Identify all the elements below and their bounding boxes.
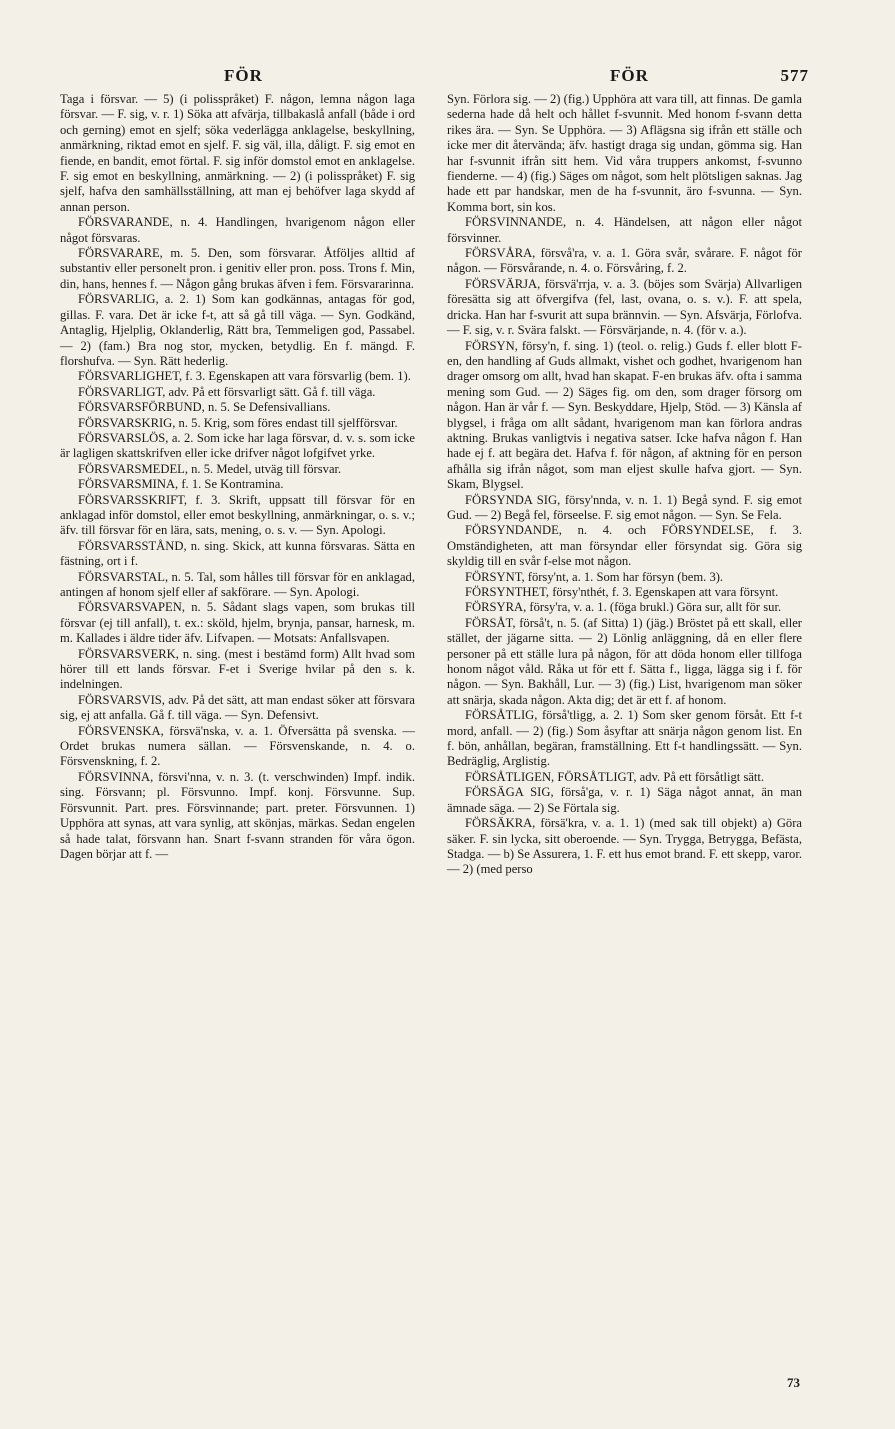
entry-paragraph: FÖRSÅTLIGEN, FÖRSÅTLIGT, adv. På ett försåtligt sätt. xyxy=(465,769,765,784)
entry-paragraph: FÖRSYNT, försy'nt, a. 1. Som har försyn (bem. 3). xyxy=(465,569,724,584)
entry-paragraph: Syn. Förlora sig. — 2) (fig.) Upphöra att vara till, att finnas. De gamla sederna hade då helt och hållet f-svunnit. Med honom f-svann detta rikes ära. — Syn. Se Upphöra. — 3) Aflägsna sig ifrån ett ställe och icke mer dit återvända; äfv. hastigt draga sig undan, gömma sig. Han har f-svunnit ifrån sitt hem. Vid våra truppers ankomst, f-svunno fienderne. — 4) (fig.) Säges om något, som helt plötsligen saknas. Jag hade ett par handskar, men de ha f-svunnit, äro f-svunna. — Syn. Komma bort, sin kos. xyxy=(447,92,802,214)
entry-paragraph: FÖRSVARSVERK, n. sing. (mest i bestämd form) Allt hvad som hörer till ett lands försvar. F-et i Sverige hvilar på den s. k. indelningen. xyxy=(60,646,415,692)
entry-paragraph: FÖRSVARARE, m. 5. Den, som försvarar. Åtföljes alltid af substantiv eller personelt pron. i genitiv eller pron. poss. Trons f. Min, din, hans, hennes f. — Någon gång brukas äfven i fem. Försvararinna. xyxy=(60,246,415,291)
entry-paragraph: FÖRSVARLIGT, adv. På ett försvarligt sätt. Gå f. till väga. xyxy=(78,384,376,399)
running-head-left: FÖR xyxy=(224,66,263,85)
entry-paragraph: FÖRSÅTLIG, förså'tligg, a. 2. 1) Som sker genom försåt. Ett f-t mord, anfall. — 2) (fig.) Som åsyftar att snärja någon genom list. En f. bön, anhållan, begäran, framställning. Ett f-t handlingssätt. — Syn. Bedräglig, Arglistig. xyxy=(447,708,802,769)
entry-paragraph: FÖRSVARANDE, n. 4. Handlingen, hvarigenom någon eller något försvaras. xyxy=(60,215,415,245)
entry-paragraph: FÖRSYRA, försy'ra, v. a. 1. (föga brukl.) Göra sur, allt för sur. xyxy=(465,600,782,615)
entry-paragraph: FÖRSVÅRA, försvå'ra, v. a. 1. Göra svår, svårare. F. något för någon. — Försvårande, n. 4. o. Försvåring, f. 2. xyxy=(447,246,802,276)
entry-paragraph: FÖRSVENSKA, försvä'nska, v. a. 1. Öfversätta på svenska. — Ordet brukas numera sällan. — Försvenskande, n. 4. o. Försvenskning, f. 2. xyxy=(60,723,415,769)
entry-paragraph: FÖRSVINNANDE, n. 4. Händelsen, att någon eller något försvinner. xyxy=(447,215,802,245)
entry-paragraph: FÖRSYN, försy'n, f. sing. 1) (teol. o. relig.) Guds f. eller blott F-en, den handling af Guds allmakt, vishet och godhet, hvarigenom han drager omsorg om allt, hvad han skapat. F-en brukas äfv. ofta i samma mening som Gud. — 2) Säges fig. om den, som drager försorg om någon. Han är vår f. — Syn. Beskyddare, Hjelp, Stöd. — 3) Känsla af blygsel, i fråga om allt sådant, hvarigenom man kan förlora andras aktning. Brukas vanligtvis i negativa satser. Icke hafva någon f. Han hade ej f. att begära det. Hafva f. för någon, af aktning för en person afhålla sig ifrån något, som man eljest skulle hafva gjort. — Syn. Skam, Blygsel. xyxy=(447,338,802,492)
entry-paragraph: FÖRSVARSVAPEN, n. 5. Sådant slags vapen, som brukas till försvar (ej till anfall), t. ex.: sköld, hjelm, brynja, pansar, harnesk, m. m. Kallades i äldre tider äfv. Lifvapen. — Motsats: Anfallsvapen. xyxy=(60,600,415,646)
entry-paragraph: FÖRSYNTHET, försy'nthét, f. 3. Egenskapen att vara försynt. xyxy=(465,585,779,599)
entry-paragraph: FÖRSVINNA, försvi'nna, v. n. 3. (t. verschwinden) Impf. indik. sing. Försvann; pl. Försvunno. Impf. konj. Försvunne. Sup. Försvunnit. Part. pres. Försvinnande; part. preter. Försvunnen. 1) Upphöra att synas, att vara synlig, att skönjas, märkas. Sedan engelen så hade talat, försvann han. Snart f-svann stranden för våra ögon. Dagen börjar att f. — xyxy=(60,769,415,861)
entry-paragraph: FÖRSYNDA SIG, försy'nnda, v. n. 1. 1) Begå synd. F. sig emot Gud. — 2) Begå fel, förseelse. F. sig emot någon. — Syn. Se Fela. xyxy=(447,492,802,522)
entry-paragraph: FÖRSVARLIGHET, f. 3. Egenskapen att vara försvarlig (bem. 1). xyxy=(78,369,411,384)
entry-paragraph: FÖRSVARSVIS, adv. På det sätt, att man endast söker att försvara sig, ej att anfalla. Gå f. till väga. — Syn. Defensivt. xyxy=(60,692,415,723)
entry-paragraph: FÖRSVARLIG, a. 2. 1) Som kan godkännas, antagas för god, gillas. F. vara. Det är icke f-t, att så gå till väga. — Syn. Godkänd, Antaglig, Hjelplig, Oklanderlig, Rätt bra, Temmeligen god, Passabel. — 2) (fam.) Bra nog stor, mycken, betydlig. En f. mängd. F. florshufva. — Syn. Rätt hederlig. xyxy=(60,292,415,368)
entry-paragraph: FÖRSYNDANDE, n. 4. och FÖRSYNDELSE, f. 3. Omständigheten, att man försyndar eller försyndat sig. Göra sig skyldig till en svår f-else mot någon. xyxy=(447,523,802,569)
entry-paragraph: FÖRSÄGA SIG, förså'ga, v. r. 1) Säga något annat, än man ämnade säga. — 2) Se Förtala sig. xyxy=(447,785,802,815)
left-column xyxy=(60,92,415,862)
entry-paragraph: FÖRSÅT, förså't, n. 5. (af Sitta) 1) (jäg.) Bröstet på ett skall, eller stället, der jägarne sitta. — 2) Lönlig anläggning, då en eller flere personer på ett ställe lura på någon, för att döda honom eller tillfoga honom något våld. Råka ut för ett f. Sätta f., ligga, lägga sig i f. för någon. — Syn. Bakhåll, Lur. — 3) (fig.) List, hvarigenom man söker att snärja, skada någon. Akta dig; det är ett f. af honom. xyxy=(447,615,802,707)
entry-paragraph: FÖRSVARSSKRIFT, f. 3. Skrift, uppsatt till försvar för en anklagad inför domstol, eller emot beskyllning, anmärkningar, o. s. v.; äfv. till försvar för en lära, sats, mening, o. s. v. — Syn. Apologi. xyxy=(60,492,415,538)
entry-paragraph: FÖRSVARSKRIG, n. 5. Krig, som föres endast till sjelfförsvar. xyxy=(78,415,398,430)
signature-mark: 73 xyxy=(787,1375,800,1390)
entry-paragraph: FÖRSVARSMINA, f. 1. Se Kontramina. xyxy=(78,477,284,492)
entry-paragraph: FÖRSVARSLÖS, a. 2. Som icke har laga försvar, d. v. s. som icke är lagligen skattskrifven eller icke drifver något lofgifvet yrke. xyxy=(60,430,415,461)
right-column xyxy=(447,92,802,878)
entry-paragraph: FÖRSÄKRA, försä'kra, v. a. 1. 1) (med sak till objekt) a) Göra säker. F. sin lycka, sitt oberoende. — Syn. Trygga, Betrygga, Befästa, Stadga. — b) Se Assurera, 1. F. ett hus emot brand. F. ett skepp, varor. — 2) (med perso xyxy=(447,816,802,877)
entry-paragraph: FÖRSVARSTAL, n. 5. Tal, som hålles till försvar för en anklagad, antingen af honom sjelf eller af sakförare. — Syn. Apologi. xyxy=(60,569,415,599)
entry-paragraph: FÖRSVÄRJA, försvä'rrja, v. a. 3. (böjes som Svärja) Allvarligen föresätta sig att öfvergifva (fel, last, ovana, o. s. v.). F. att spela, dricka. Han har f-svurit att supa brännvin. — Syn. Afsvärja, Förlofva. — F. sig, v. r. Svära falskt. — Försvärjande, n. 4. (för v. a.). xyxy=(447,276,802,338)
entry-paragraph: Taga i försvar. — 5) (i polisspråket) F. någon, lemna någon laga försvar. — F. sig, v. r. 1) Söka att afvärja, tillbakaslå anfall (både i ord och gerning) emot en sjelf; söka vederlägga anklagelse, beskyllning, anmärkning, riktad emot en sjelf. F. sig väl, illa, dåligt. F. sig emot en fiende, en bandit, emot förtal. F. sig inför domstol emot en anklagelse. F. sig emot en beskyllning, anmärkning. — 2) (i polisspråket) F. sig sjelf, hafva den samhällsställning, att man ej behöfver laga skydd af annan person. xyxy=(60,92,415,214)
entry-paragraph: FÖRSVARSMEDEL, n. 5. Medel, utväg till försvar. xyxy=(78,461,342,476)
entry-paragraph: FÖRSVARSSTÅND, n. sing. Skick, att kunna försvaras. Sätta en fästning, ort i f. xyxy=(60,538,415,569)
page-number: 577 xyxy=(780,66,809,85)
entry-paragraph: FÖRSVARSFÖRBUND, n. 5. Se Defensivallians. xyxy=(78,400,331,415)
running-head-right: FÖR xyxy=(610,66,649,85)
